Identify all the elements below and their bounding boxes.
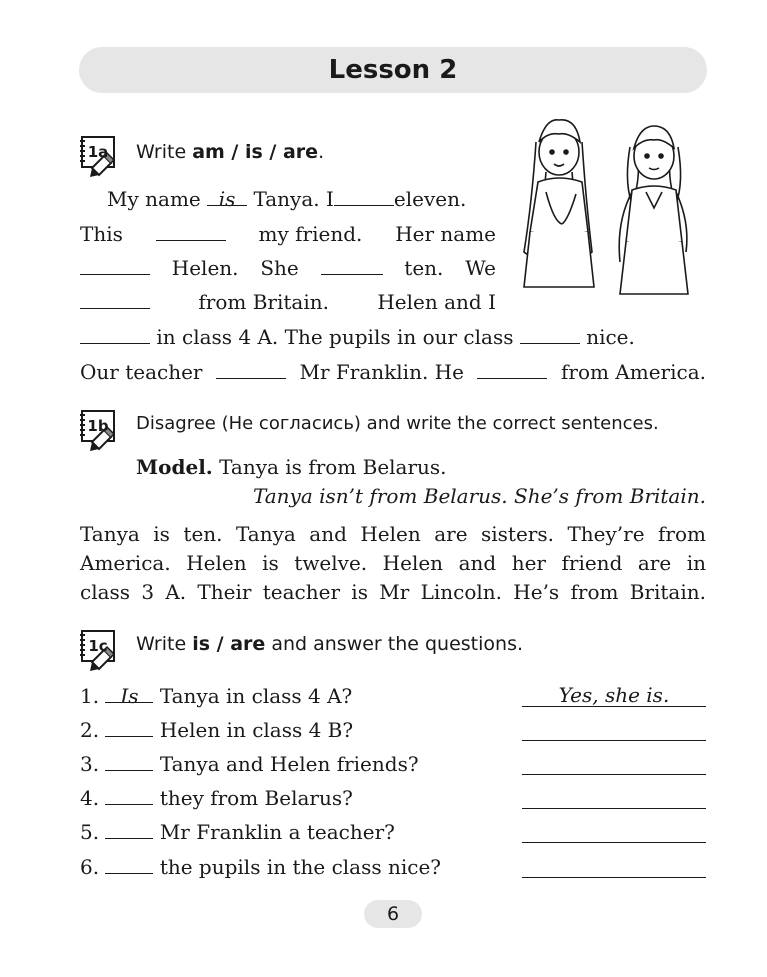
fill-blank[interactable] [105,718,153,737]
fill-blank[interactable] [80,290,150,309]
fill-blank[interactable] [105,820,153,839]
answer-line[interactable] [522,752,706,775]
exercise-1b-instruction: Disagree (Не согласись) and write the correct sentences. [136,413,659,434]
answer-line[interactable] [522,855,706,878]
exercise-tag: 1c [88,637,108,655]
answer-line[interactable] [522,786,706,809]
answer-line[interactable] [522,718,706,741]
fill-blank[interactable] [80,325,150,344]
exercise-tag: 1a [87,143,109,161]
fill-blank[interactable] [80,256,150,275]
question-row: 3. Tanya and Helen friends? [80,752,419,776]
answer-line[interactable] [522,820,706,843]
fill-blank[interactable]: Is [105,684,153,703]
fill-blank[interactable] [216,360,286,379]
fill-blank[interactable] [105,855,153,874]
page-number: 6 [364,900,422,928]
ex1a-line-6: Our teacher Mr Franklin. He from America. [80,360,706,384]
question-row: 4. they from Belarus? [80,786,353,810]
ex1b-text-line-3: class 3 A. Their teacher is Mr Lincoln. He’s from Britain. [80,580,706,604]
question-row: 2. Helen in class 4 B? [80,718,354,742]
question-row: 1. Is Tanya in class 4 A? [80,684,353,708]
ex1a-line-5: in class 4 A. The pupils in our class nice. [80,325,706,349]
ex1b-text-line-1: Tanya is ten. Tanya and Helen are sisters. They’re from [80,522,706,546]
ex1a-line-2: This my friend. Her name [80,222,496,246]
notebook-pencil-icon [78,134,122,180]
model-answer: Tanya isn’t from Belarus. She’s from Britain. [252,484,706,508]
lesson-title: Lesson 2 [79,47,707,93]
ex1a-line-4: from Britain. Helen and I [80,290,496,314]
fill-blank[interactable] [477,360,547,379]
notebook-pencil-icon [78,628,122,674]
exercise-1a-instruction: Write am / is / are. [136,141,325,163]
answer-line[interactable]: Yes, she is. [522,684,706,707]
fill-blank[interactable]: is [207,187,247,206]
exercise-tag: 1b [87,417,109,435]
ex1b-text-line-2: America. Helen is twelve. Helen and her friend are in [80,551,706,575]
fill-blank[interactable] [321,256,383,275]
two-girls-illustration [506,112,716,302]
fill-blank[interactable] [105,786,153,805]
fill-blank[interactable] [156,222,226,241]
notebook-pencil-icon [78,408,122,454]
fill-blank[interactable] [105,752,153,771]
question-row: 6. the pupils in the class nice? [80,855,442,879]
model-line: Model. Tanya is from Belarus. [136,455,447,479]
fill-blank[interactable] [520,325,580,344]
ex1a-line-1: My name is Tanya. I eleven. [107,187,467,211]
fill-blank[interactable] [334,187,394,206]
question-row: 5. Mr Franklin a teacher? [80,820,395,844]
ex1a-line-3: Helen. She ten. We [80,256,496,280]
exercise-1c-instruction: Write is / are and answer the questions. [136,633,524,655]
